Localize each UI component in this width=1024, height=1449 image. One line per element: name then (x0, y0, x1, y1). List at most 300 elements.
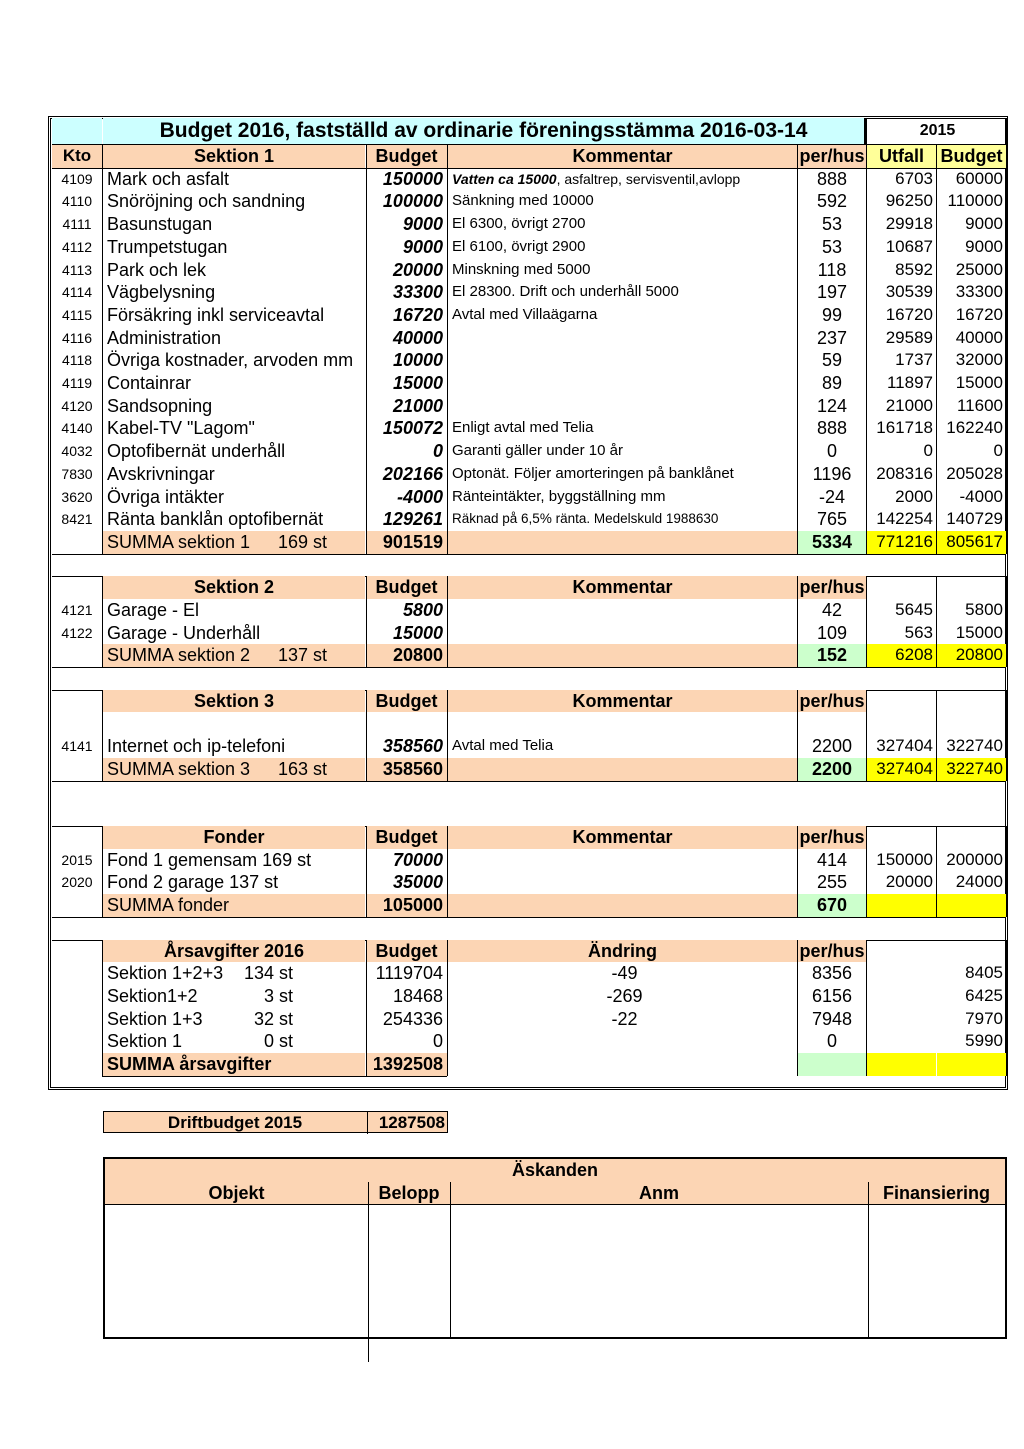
kto-cell: 4121 (61, 602, 93, 618)
budget2015-cell: 24000 (955, 872, 1003, 892)
table-row (0, 508, 1024, 531)
utfall-cell: 29918 (885, 214, 933, 234)
per-hus-cell: 53 (821, 214, 843, 235)
per-hus-cell: 124 (816, 395, 848, 416)
budget-header: Budget (366, 826, 447, 849)
sum-name: SUMMA fonder (107, 895, 230, 916)
kto-header: Kto (52, 145, 102, 168)
budget2015-cell: 7970 (965, 1008, 1003, 1028)
utfall-cell: 30539 (885, 282, 933, 302)
askanden-divider (368, 1182, 369, 1362)
sum-comment-cell (448, 894, 797, 917)
budget-cell: 21000 (392, 395, 443, 416)
table-row (0, 213, 1024, 236)
utfall-cell: 21000 (885, 395, 933, 415)
change-cell: -269 (606, 985, 643, 1006)
grid-line (797, 690, 798, 781)
budget-header: Budget (366, 145, 447, 168)
comment-header: Kommentar (448, 145, 797, 168)
table-row (0, 281, 1024, 304)
budget2015-cell: 16720 (955, 304, 1003, 324)
utfall-cell: 8592 (895, 259, 933, 279)
fee-count: 3 st (263, 985, 293, 1006)
utfall-cell: 20000 (885, 872, 933, 892)
askanden-header (105, 1182, 1005, 1205)
grid-line (102, 576, 103, 667)
budget-header: Budget (366, 940, 447, 963)
budget-cell: 33300 (392, 282, 443, 303)
budget2015-cell: 322740 (946, 736, 1003, 756)
table-row (0, 440, 1024, 463)
budget2015-cell: 15000 (955, 373, 1003, 392)
sum-per-hus: 2200 (798, 758, 866, 781)
kto-cell: 4109 (61, 170, 93, 187)
askanden-belopp: Belopp (378, 1183, 440, 1203)
budget2015-cell: 60000 (955, 168, 1003, 188)
budget2015-cell: 33300 (955, 282, 1003, 302)
comment-cell (448, 168, 797, 191)
grid-line (866, 118, 867, 554)
budget-cell: 100000 (382, 191, 443, 212)
per-hus-header: per/hus (799, 827, 865, 847)
askanden-table (103, 1157, 1007, 1339)
grid-line (52, 667, 1006, 668)
name-cell: Garage - El (107, 600, 200, 620)
per-hus-cell: 2200 (811, 736, 853, 757)
comment-header: Kommentar (448, 576, 797, 599)
grid-line (936, 826, 937, 917)
grid-line (866, 826, 867, 917)
grid-line (102, 145, 103, 554)
grid-line (52, 144, 1006, 145)
driftbudget-row (103, 1111, 448, 1133)
grid-line (936, 145, 937, 554)
name-cell: Avskrivningar (107, 463, 215, 484)
budget2015-cell: 15000 (955, 622, 1003, 642)
sum-comment-cell (448, 758, 797, 781)
comment-cell (448, 349, 797, 372)
grid-line (366, 576, 367, 667)
kto-cell: 4113 (61, 261, 93, 278)
sum-count: 137 st (278, 645, 328, 666)
comment-cell: Avtal med Telia (452, 737, 554, 755)
table-row (0, 599, 1024, 622)
name-cell: Optofibernät underhåll (107, 441, 286, 462)
grid-line (447, 576, 448, 667)
name-cell: Basunstugan (107, 214, 213, 235)
sum-name: SUMMA sektion 3 (107, 758, 251, 779)
utfall-cell: 142254 (876, 509, 933, 529)
budget-header: Budget (366, 690, 447, 713)
comment-cell: Ränteintäkter, byggställning mm (452, 487, 666, 505)
name-cell: Sandsopning (107, 395, 213, 416)
per-hus-cell: -24 (818, 486, 845, 507)
table-row (0, 259, 1024, 282)
per-hus-cell: 89 (821, 373, 843, 393)
name-cell: Containrar (107, 373, 192, 393)
per-hus-cell: 109 (816, 622, 848, 643)
grid-line (866, 690, 867, 781)
section-label: Fonder (103, 826, 365, 849)
budget2015-cell: 6425 (965, 985, 1003, 1005)
section2-header (0, 576, 1024, 599)
sum-per-hus: 670 (798, 894, 866, 917)
askanden-anm: Anm (639, 1183, 679, 1203)
budget-cell: 254336 (382, 1008, 443, 1029)
name-cell (103, 985, 365, 1008)
name-cell (103, 962, 365, 985)
budget2015-cell: 162240 (946, 418, 1003, 438)
grid-line (1006, 576, 1007, 667)
budget-cell: 9000 (402, 214, 443, 235)
comment-cell: Avtal med Villaägarna (452, 305, 598, 323)
table-row (0, 417, 1024, 440)
utfall-cell: 161718 (876, 418, 933, 438)
budget-cell: 20000 (392, 259, 443, 280)
grid-line (797, 940, 798, 1076)
name-cell (103, 1030, 365, 1053)
fee-count: 134 st (243, 963, 293, 984)
sum-per-hus: 152 (798, 644, 866, 667)
table-row (0, 486, 1024, 509)
comment-cell: Räknad på 6,5% ränta. Medelskuld 1988630 (452, 511, 719, 527)
change-cell: -49 (611, 963, 638, 984)
grid-line (447, 145, 448, 554)
grid-line (52, 554, 1006, 555)
sum-comment-cell (448, 531, 797, 554)
budget-cell: 15000 (392, 373, 443, 393)
per-hus-cell: 8356 (811, 963, 853, 984)
grid-line (447, 690, 448, 781)
name-cell: Administration (107, 327, 222, 348)
name-cell: Garage - Underhåll (107, 622, 261, 643)
sum-per-hus: 5334 (798, 531, 866, 554)
grid-line (366, 940, 367, 1076)
kto-cell: 4116 (61, 329, 93, 346)
budget-cell: 18468 (392, 985, 443, 1006)
kto-cell: 4118 (61, 352, 93, 369)
per-hus-header: per/hus (799, 940, 865, 961)
grid-line (866, 940, 867, 1076)
kto-cell: 4110 (61, 193, 93, 210)
grid-line (936, 690, 937, 781)
name-cell: Trumpetstugan (107, 236, 228, 257)
askanden-objekt: Objekt (208, 1183, 265, 1203)
fee-name: Sektion 1 (107, 1031, 183, 1052)
budget2015-header: Budget (937, 145, 1006, 168)
sum-count: 169 st (278, 531, 328, 552)
comment-cell (448, 327, 797, 350)
utfall-cell: 10687 (885, 236, 933, 256)
table-row (0, 236, 1024, 259)
kto-cell: 4120 (61, 397, 93, 414)
kto-cell: 4141 (61, 738, 93, 755)
table-row (0, 985, 1024, 1008)
per-hus-cell: 414 (816, 849, 848, 870)
change-cell: -22 (611, 1008, 638, 1029)
grid-line (1006, 690, 1007, 781)
section-label: Sektion 2 (103, 576, 365, 599)
kto-cell: 2020 (61, 874, 93, 891)
fee-name: Sektion 1+3 (107, 1008, 203, 1029)
sum-budget2015 (937, 894, 1006, 917)
per-hus-cell: 0 (826, 441, 837, 462)
utfall-cell: 150000 (876, 849, 933, 869)
budget2015-cell: 40000 (955, 327, 1003, 347)
kto-cell: 7830 (61, 465, 93, 482)
comment-cell (448, 372, 797, 395)
table-row (0, 190, 1024, 213)
budget-header: Budget (366, 576, 447, 599)
comment-cell: El 6300, övrigt 2700 (452, 215, 586, 233)
comment-cell: El 6100, övrigt 2900 (452, 237, 586, 255)
sum-label (103, 644, 365, 667)
name-cell: Övriga intäkter (107, 486, 225, 507)
kto-cell: 4140 (61, 420, 93, 437)
per-hus-cell: 118 (817, 259, 847, 280)
table-row (0, 395, 1024, 418)
sum-utfall (867, 894, 936, 917)
page-title: Budget 2016, fastställd av ordinarie föreningsstämma 2016-03-14 (103, 118, 866, 144)
name-cell: Mark och asfalt (107, 168, 230, 189)
grid-line (366, 826, 367, 917)
budget2015-cell: 140729 (946, 509, 1003, 529)
kto-cell: 4119 (61, 375, 93, 391)
budget2015-cell: 5800 (965, 600, 1003, 619)
comment-header: Ändring (448, 940, 797, 963)
grid-line (1006, 940, 1007, 1076)
kto-cell: 4111 (62, 216, 92, 233)
sum-comment-cell (448, 1053, 797, 1076)
name-cell: Kabel-TV "Lagom" (107, 418, 255, 439)
grid-line (52, 917, 1006, 918)
comment-cell: Optonät. Följer amorteringen på banklånet (452, 464, 734, 482)
fonder-sum (0, 894, 1024, 917)
section-label: Sektion 3 (103, 690, 365, 713)
budget2015-cell: 8405 (965, 963, 1003, 983)
kto-cell: 2015 (61, 851, 93, 868)
budget2015-cell: 9000 (965, 214, 1003, 234)
per-hus-cell: 255 (816, 872, 848, 893)
change-cell (448, 1030, 797, 1053)
fonder-header (0, 826, 1024, 849)
table-row (0, 735, 1024, 758)
grid-line (866, 576, 867, 667)
name-cell: Snöröjning och sandning (107, 191, 306, 212)
sum-per-hus (798, 1053, 866, 1076)
askanden-title: Äskanden (105, 1159, 1005, 1183)
name-cell: Park och lek (107, 259, 207, 280)
sum-label (103, 894, 365, 917)
section1-header (0, 145, 1024, 168)
per-hus-header: per/hus (799, 690, 865, 711)
per-hus-cell: 1196 (812, 463, 852, 484)
sum-label: SUMMA årsavgifter (103, 1053, 365, 1076)
title-corner (52, 118, 102, 144)
grid-line (447, 940, 448, 1076)
askanden-finansiering: Finansiering (882, 1183, 990, 1203)
sum-utfall: 327404 (867, 758, 936, 781)
sum-budget2015: 805617 (937, 531, 1006, 554)
sum-budget: 20800 (366, 644, 447, 667)
name-cell: Övriga kostnader, arvoden mm (107, 350, 354, 371)
utfall-cell: 2000 (895, 486, 933, 506)
utfall-cell: 29589 (885, 327, 933, 347)
per-hus-cell: 197 (816, 282, 848, 303)
grid-line (1006, 826, 1007, 917)
utfall-cell: 208316 (876, 463, 933, 483)
per-hus-cell: 888 (816, 418, 848, 439)
per-hus-cell: 888 (816, 168, 848, 189)
name-cell: Försäkring inkl serviceavtal (107, 304, 325, 325)
budget2015-cell: 25000 (955, 259, 1003, 279)
section1-sum (0, 531, 1024, 554)
askanden-divider (868, 1182, 869, 1339)
table-row (0, 871, 1024, 894)
section3-header (0, 690, 1024, 713)
utfall-cell: 96250 (885, 191, 933, 211)
grid-line (797, 576, 798, 667)
kto-cell: 8421 (61, 511, 93, 528)
budget-cell: 150072 (382, 418, 443, 439)
budget2015-cell: 0 (993, 441, 1003, 461)
utfall-cell: 5645 (895, 600, 933, 619)
budget2015-cell: 9000 (965, 236, 1003, 256)
budget-cell: -4000 (396, 486, 443, 507)
budget-cell: 10000 (392, 350, 443, 371)
name-cell: Internet och ip-telefoni (107, 736, 286, 757)
name-cell: Ränta banklån optofibernät (107, 509, 324, 530)
comment-header: Kommentar (448, 690, 797, 713)
fee-name: Sektion1+2 (107, 985, 198, 1006)
table-row (0, 1030, 1024, 1053)
sum-comment-cell (448, 644, 797, 667)
budget2015-cell: 11600 (956, 395, 1003, 415)
sum-label (103, 758, 365, 781)
budget2015-cell: 110000 (947, 191, 1003, 211)
sum-utfall: 6208 (867, 644, 936, 667)
grid-line (797, 145, 798, 554)
table-row (0, 304, 1024, 327)
budget-cell: 40000 (392, 327, 443, 348)
per-hus-cell: 59 (821, 350, 843, 371)
driftbudget-label: Driftbudget 2015 (167, 1113, 303, 1132)
per-hus-cell: 7948 (811, 1008, 853, 1029)
table-row (0, 849, 1024, 872)
utfall-cell: 0 (923, 441, 933, 461)
sum-budget2015: 322740 (937, 758, 1006, 781)
arsavgifter-header (0, 940, 1024, 963)
utfall-cell: 327404 (876, 736, 933, 756)
sum-name: SUMMA sektion 1 (107, 531, 251, 552)
grid-line (102, 690, 103, 781)
sum-budget: 901519 (366, 531, 447, 554)
per-hus-cell: 237 (816, 327, 848, 348)
table-row (0, 327, 1024, 350)
comment-emphasis: Vatten ca 15000 (452, 170, 557, 187)
table-row (0, 463, 1024, 486)
utfall-cell: 11897 (886, 373, 933, 392)
utfall-header: Utfall (867, 145, 936, 168)
per-hus-header: per/hus (799, 146, 865, 166)
utfall-cell: 6703 (895, 168, 933, 188)
per-hus-cell: 6156 (811, 985, 853, 1006)
name-cell: Vägbelysning (107, 282, 216, 303)
sum-budget2015 (937, 1053, 1006, 1076)
budget-cell: 9000 (402, 236, 443, 257)
sum-budget2015: 20800 (937, 644, 1006, 667)
table-row (0, 168, 1024, 191)
kto-cell: 4114 (61, 284, 93, 301)
grid-line (102, 1076, 447, 1077)
table-row (0, 1008, 1024, 1031)
budget-cell: 15000 (392, 622, 443, 643)
section2-sum (0, 644, 1024, 667)
grid-line (102, 826, 103, 917)
utfall-cell: 16720 (885, 304, 933, 324)
fee-count: 32 st (253, 1008, 293, 1029)
grid-line (366, 690, 367, 781)
comment-cell (448, 395, 797, 418)
comment-cell: Minskning med 5000 (452, 260, 591, 278)
budget-cell: 0 (432, 1031, 443, 1052)
table-row (0, 349, 1024, 372)
budget-cell: 129261 (382, 509, 443, 530)
fee-name: Sektion 1+2+3 (107, 963, 224, 984)
table-row (0, 622, 1024, 645)
comment-cell: Garanti gäller under 10 år (452, 442, 623, 460)
budget2015-cell: 205028 (946, 463, 1003, 483)
fee-count: 0 st (263, 1031, 293, 1052)
comment-header: Kommentar (448, 826, 797, 849)
driftbudget-value: 1287508 (367, 1112, 448, 1134)
kto-cell: 4122 (61, 624, 93, 641)
budget2015-cell: 5990 (965, 1031, 1003, 1051)
table-row (0, 962, 1024, 985)
budget2015-cell: 32000 (955, 350, 1003, 370)
grid-line (366, 145, 367, 554)
section-label: Årsavgifter 2016 (103, 940, 365, 963)
sum-budget: 105000 (366, 894, 447, 917)
sum-budget: 1392508 (366, 1053, 447, 1076)
kto-cell: 4112 (61, 238, 93, 255)
kto-cell: 4115 (61, 306, 93, 323)
budget-cell: 358560 (382, 736, 443, 757)
sum-label (103, 531, 365, 554)
comment-cell: Sänkning med 10000 (452, 192, 594, 210)
per-hus-cell: 0 (826, 1031, 837, 1052)
kto-cell: 4032 (61, 443, 93, 460)
budget2015-cell: -4000 (959, 486, 1003, 506)
year-header: 2015 (919, 122, 956, 139)
grid-line (447, 826, 448, 917)
per-hus-cell: 99 (821, 304, 843, 325)
budget2015-cell: 200000 (946, 849, 1003, 869)
per-hus-cell: 53 (821, 236, 843, 257)
sum-budget: 358560 (366, 758, 447, 781)
sum-name: SUMMA sektion 2 (107, 645, 251, 666)
budget-cell: 70000 (392, 849, 443, 870)
grid-line (52, 781, 1006, 782)
comment-text: , asfaltrep, servisventil,avlopp (556, 170, 741, 187)
budget-cell: 35000 (392, 872, 443, 893)
comment-cell: El 28300. Drift och underhåll 5000 (452, 283, 679, 301)
per-hus-header: per/hus (799, 577, 865, 598)
grid-line (102, 940, 103, 1076)
budget-cell: 150000 (382, 168, 443, 189)
per-hus-cell: 42 (821, 600, 843, 620)
section3-sum (0, 758, 1024, 781)
